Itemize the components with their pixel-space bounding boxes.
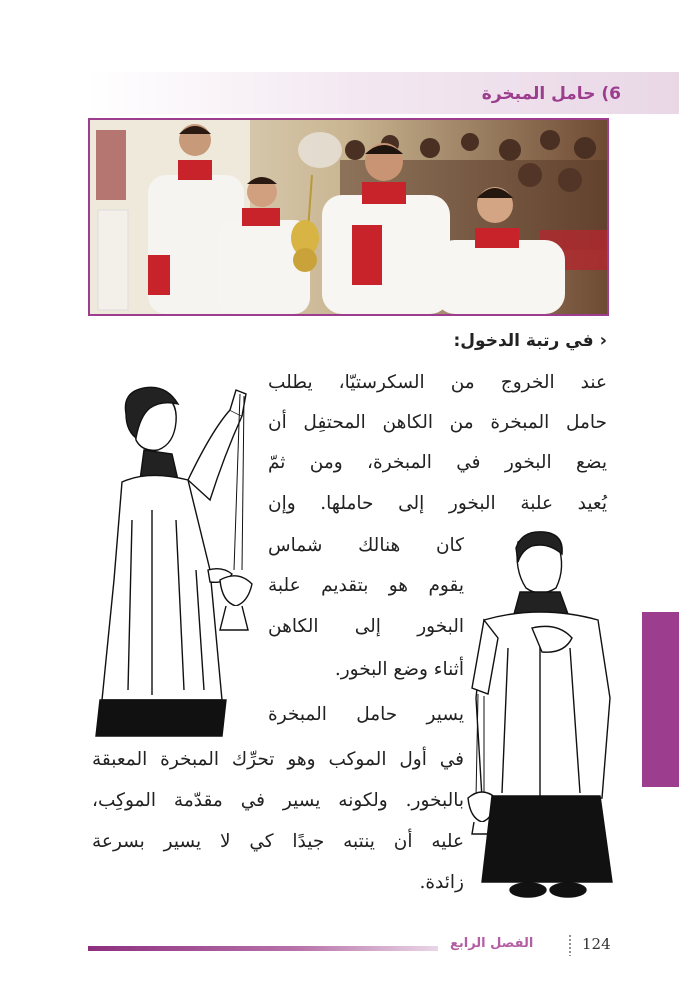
section-title [482, 84, 621, 104]
footer-divider [88, 946, 438, 951]
body-line-8: أثناء وضع البخور. [334, 659, 464, 680]
chapter-side-tab [642, 612, 679, 787]
subheading-row [454, 330, 608, 351]
section-number: 6) [601, 84, 621, 104]
body-line-4: يُعيد علبة البخور إلى حاملها. وإن [268, 493, 607, 514]
section-title-text: حامل المبخرة [481, 84, 596, 104]
footer-chapter: الفصل الرابع [450, 936, 534, 951]
subheading: في رتبة الدخول: [453, 330, 594, 351]
censer-bearer-illustration [92, 370, 262, 740]
body-line-10: في أول الموكب وهو تحرِّك المبخرة المعبقة [92, 749, 464, 770]
body-line-13: زائدة. [419, 872, 464, 893]
body-line-3: يضع البخور في المبخرة، ومن ثمّ [268, 452, 607, 473]
body-line-6: يقوم هو بتقديم علبة [268, 575, 464, 596]
body-line-11: بالبخور. ولكونه يسير في مقدّمة الموكِب، [92, 790, 464, 811]
body-line-7: البخور إلى الكاهن [268, 616, 464, 637]
body-line-12: عليه أن ينتبه جيدًا كي لا يسير بسرعة [92, 831, 464, 852]
body-line-9: يسير حامل المبخرة [268, 704, 464, 725]
body-line-1: عند الخروج من السكرستيّا، يطلب [268, 372, 607, 393]
standing-server-illustration [462, 528, 622, 918]
page-number: 124 [582, 935, 611, 953]
body-line-2: حامل المبخرة من الكاهن المحتفِل أن [268, 412, 607, 433]
body-line-5: كان هنالك شماس [268, 535, 464, 556]
altar-servers-photo-illustration [90, 120, 607, 314]
altar-servers-photo [88, 118, 609, 316]
chevron-bullet-icon: ‹ [599, 330, 607, 351]
footer-dotted-separator [569, 934, 571, 956]
